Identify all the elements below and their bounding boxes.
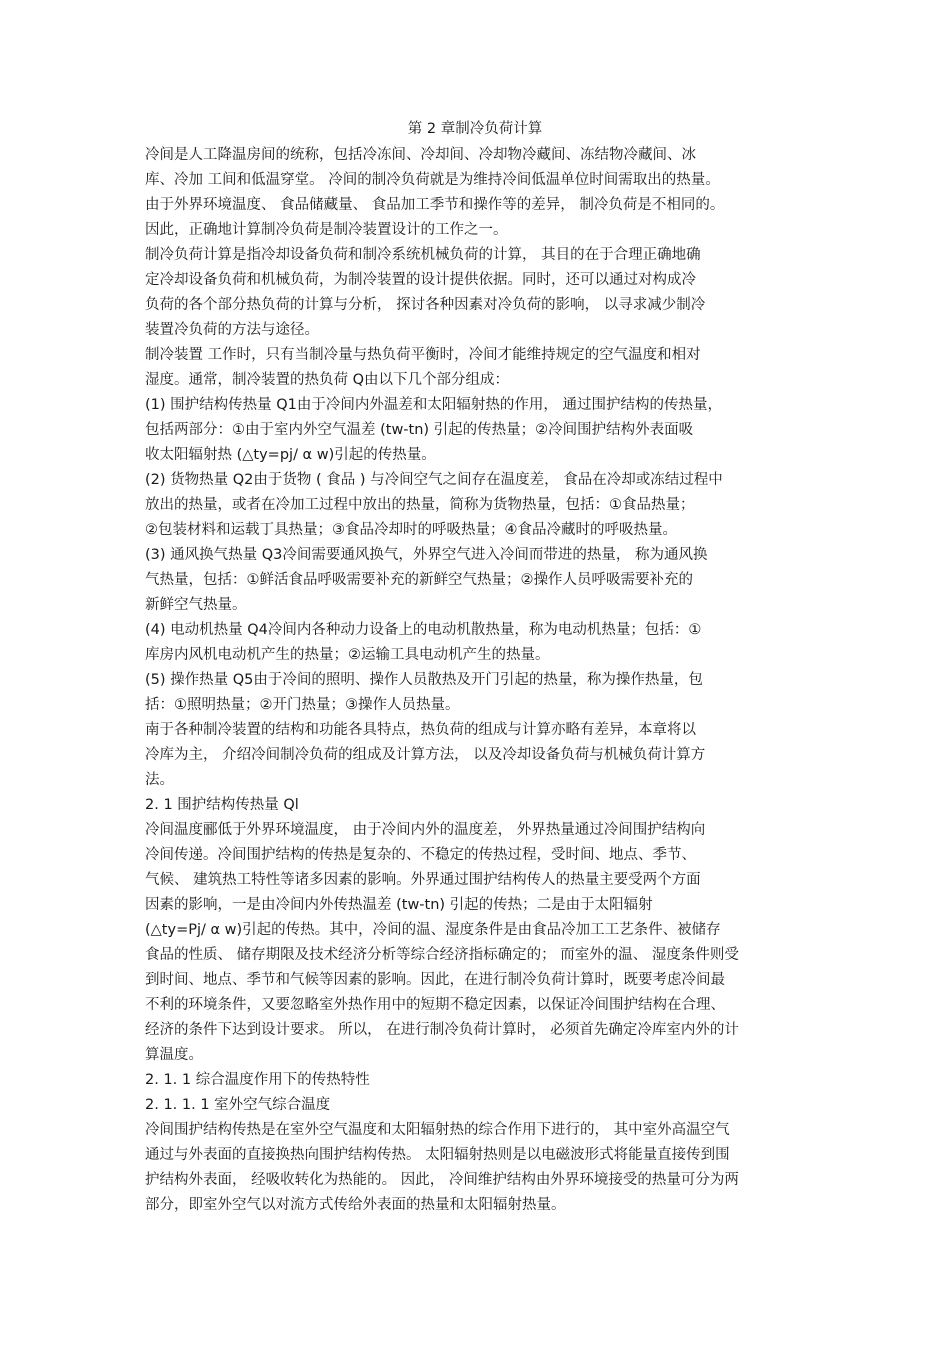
- text-line: 气候、 建筑热工特性等诸多因素的影响。外界通过围护结构传人的热量主要受两个方面: [145, 872, 701, 888]
- text-line: 气热量，包括：①鲜活食品呼吸需要补充的新鲜空气热量；②操作人员呼吸需要补充的: [145, 572, 693, 588]
- text-line: ②包装材料和运载丁具热量；③食品冷却时的呼吸热量；④食品冷藏时的呼吸热量。: [145, 522, 677, 538]
- text-line: 因此，正确地计算制冷负荷是制冷装置设计的工作之一。: [145, 222, 508, 238]
- text-line: (1) 围护结构传热量 Q1由于冷间内外温差和太阳辐射热的作用， 通过围护结构的传热量，: [145, 397, 723, 413]
- text-line: 冷间传递。冷间围护结构的传热是复杂的、不稳定的传热过程，受时间、地点、季节、: [145, 847, 696, 863]
- text-line: 括：①照明热量；②开门热量；③操作人员热量。: [145, 697, 460, 713]
- text-line: 制冷负荷计算是指冷却设备负荷和制冷系统机械负荷的计算， 其目的在于合理正确地确: [145, 247, 701, 263]
- text-line: 部分，即室外空气以对流方式传给外表面的热量和太阳辐射热量。: [145, 1197, 566, 1213]
- text-line: 新鲜空气热量。: [145, 597, 247, 613]
- subsection-heading: 2. 1. 1 综合温度作用下的传热特性: [145, 1072, 370, 1088]
- text-line: 因素的影响，一是由冷间内外传热温差 (tw-tn) 引起的传热；二是由于太阳辐射: [145, 897, 653, 913]
- text-line: 定冷却设备负荷和机械负荷，为制冷装置的设计提供依据。同时，还可以通过对构成冷: [145, 272, 696, 288]
- text-line: (△ty=Pj/ α w)引起的传热。其中，冷间的温、湿度条件是由食品冷加工工艺条件、被储存: [145, 922, 721, 938]
- text-line: 通过与外表面的直接换热向围护结构传热。 太阳辐射热则是以电磁波形式将能量直接传到围: [145, 1147, 730, 1163]
- text-line: 库房内风机电动机产生的热量；②运输工具电动机产生的热量。: [145, 647, 550, 663]
- text-line: (3) 通风换气热量 Q3冷间需要通风换气，外界空气进入冷间而带进的热量， 称为通风换: [145, 547, 708, 563]
- text-line: 冷间温度郦低于外界环境温度， 由于冷间内外的温度差， 外界热量通过冷间围护结构向: [145, 822, 706, 838]
- text-line: 算温度。: [145, 1047, 203, 1063]
- text-line: 装置冷负荷的方法与途径。: [145, 322, 319, 338]
- text-line: 负荷的各个部分热负荷的计算与分析， 探讨各种因素对冷负荷的影响， 以寻求减少制冷: [145, 297, 706, 313]
- page-title: 第 2 章制冷负荷计算: [407, 121, 543, 137]
- text-line: (4) 电动机热量 Q4冷间内各种动力设备上的电动机散热量，称为电动机热量；包括：①: [145, 622, 702, 638]
- text-line: 湿度。通常，制冷装置的热负荷 Q由以下几个部分组成：: [145, 372, 510, 388]
- text-line: 南于各种制冷装置的结构和功能各具特点，热负荷的组成与计算亦略有差异，本章将以: [145, 722, 696, 738]
- text-line: 冷库为主， 介绍冷间制冷负荷的组成及计算方法， 以及冷却设备负荷与机械负荷计算方: [145, 747, 706, 763]
- text-line: 经济的条件下达到设计要求。 所以， 在进行制冷负荷计算时， 必须首先确定冷库室内外的计: [145, 1022, 739, 1038]
- text-line: 放出的热量，或者在冷加工过程中放出的热量，简称为货物热量，包括：①食品热量；: [145, 497, 695, 513]
- text-line: 冷间围护结构传热是在室外空气温度和太阳辐射热的综合作用下进行的， 其中室外高温空气: [145, 1122, 730, 1138]
- text-line: 不利的环境条件，又要忽略室外热作用中的短期不稳定因素，以保证冷间围护结构在合理、: [145, 997, 725, 1013]
- text-line: 由于外界环境温度、 食品储藏量、 食品加工季节和操作等的差异， 制冷负荷是不相同的。: [145, 197, 725, 213]
- text-line: (2) 货物热量 Q2由于货物 ( 食品 ) 与冷间空气之间存在温度差， 食品在冷却或冻结过程中: [145, 472, 723, 488]
- text-line: 到时间、地点、季节和气候等因素的影响。因此，在进行制冷负荷计算时，既要考虑冷间最: [145, 972, 725, 988]
- text-line: 食品的性质、 储存期限及技术经济分析等综合经济指标确定的； 而室外的温、 湿度条件则受: [145, 947, 739, 963]
- text-line: 制冷装置 工作时，只有当制冷量与热负荷平衡时，冷间才能维持规定的空气温度和相对: [145, 347, 701, 363]
- text-line: 包括两部分：①由于室内外空气温差 (tw-tn) 引起的传热量；②冷间围护结构外表面吸: [145, 422, 694, 438]
- text-line: 冷间是人工降温房间的统称，包括冷冻间、冷却间、冷却物冷藏间、冻结物冷藏间、冰: [145, 147, 696, 163]
- section-heading: 2. 1 围护结构传热量 Ql: [145, 797, 299, 813]
- subsection-heading: 2. 1. 1. 1 室外空气综合温度: [145, 1097, 331, 1113]
- text-line: 库、冷加 工间和低温穿堂。 冷间的制冷负荷就是为维持冷间低温单位时间需取出的热量。: [145, 172, 720, 188]
- text-line: 护结构外表面， 经吸收转化为热能的。 因此， 冷间维护结构由外界环境接受的热量可分为两: [145, 1172, 739, 1188]
- text-line: 收太阳辐射热 (△ty=pj/ α w)引起的传热量。: [145, 447, 436, 463]
- text-line: 法。: [145, 772, 174, 788]
- text-line: (5) 操作热量 Q5由于冷间的照明、操作人员散热及开门引起的热量，称为操作热量，包: [145, 672, 703, 688]
